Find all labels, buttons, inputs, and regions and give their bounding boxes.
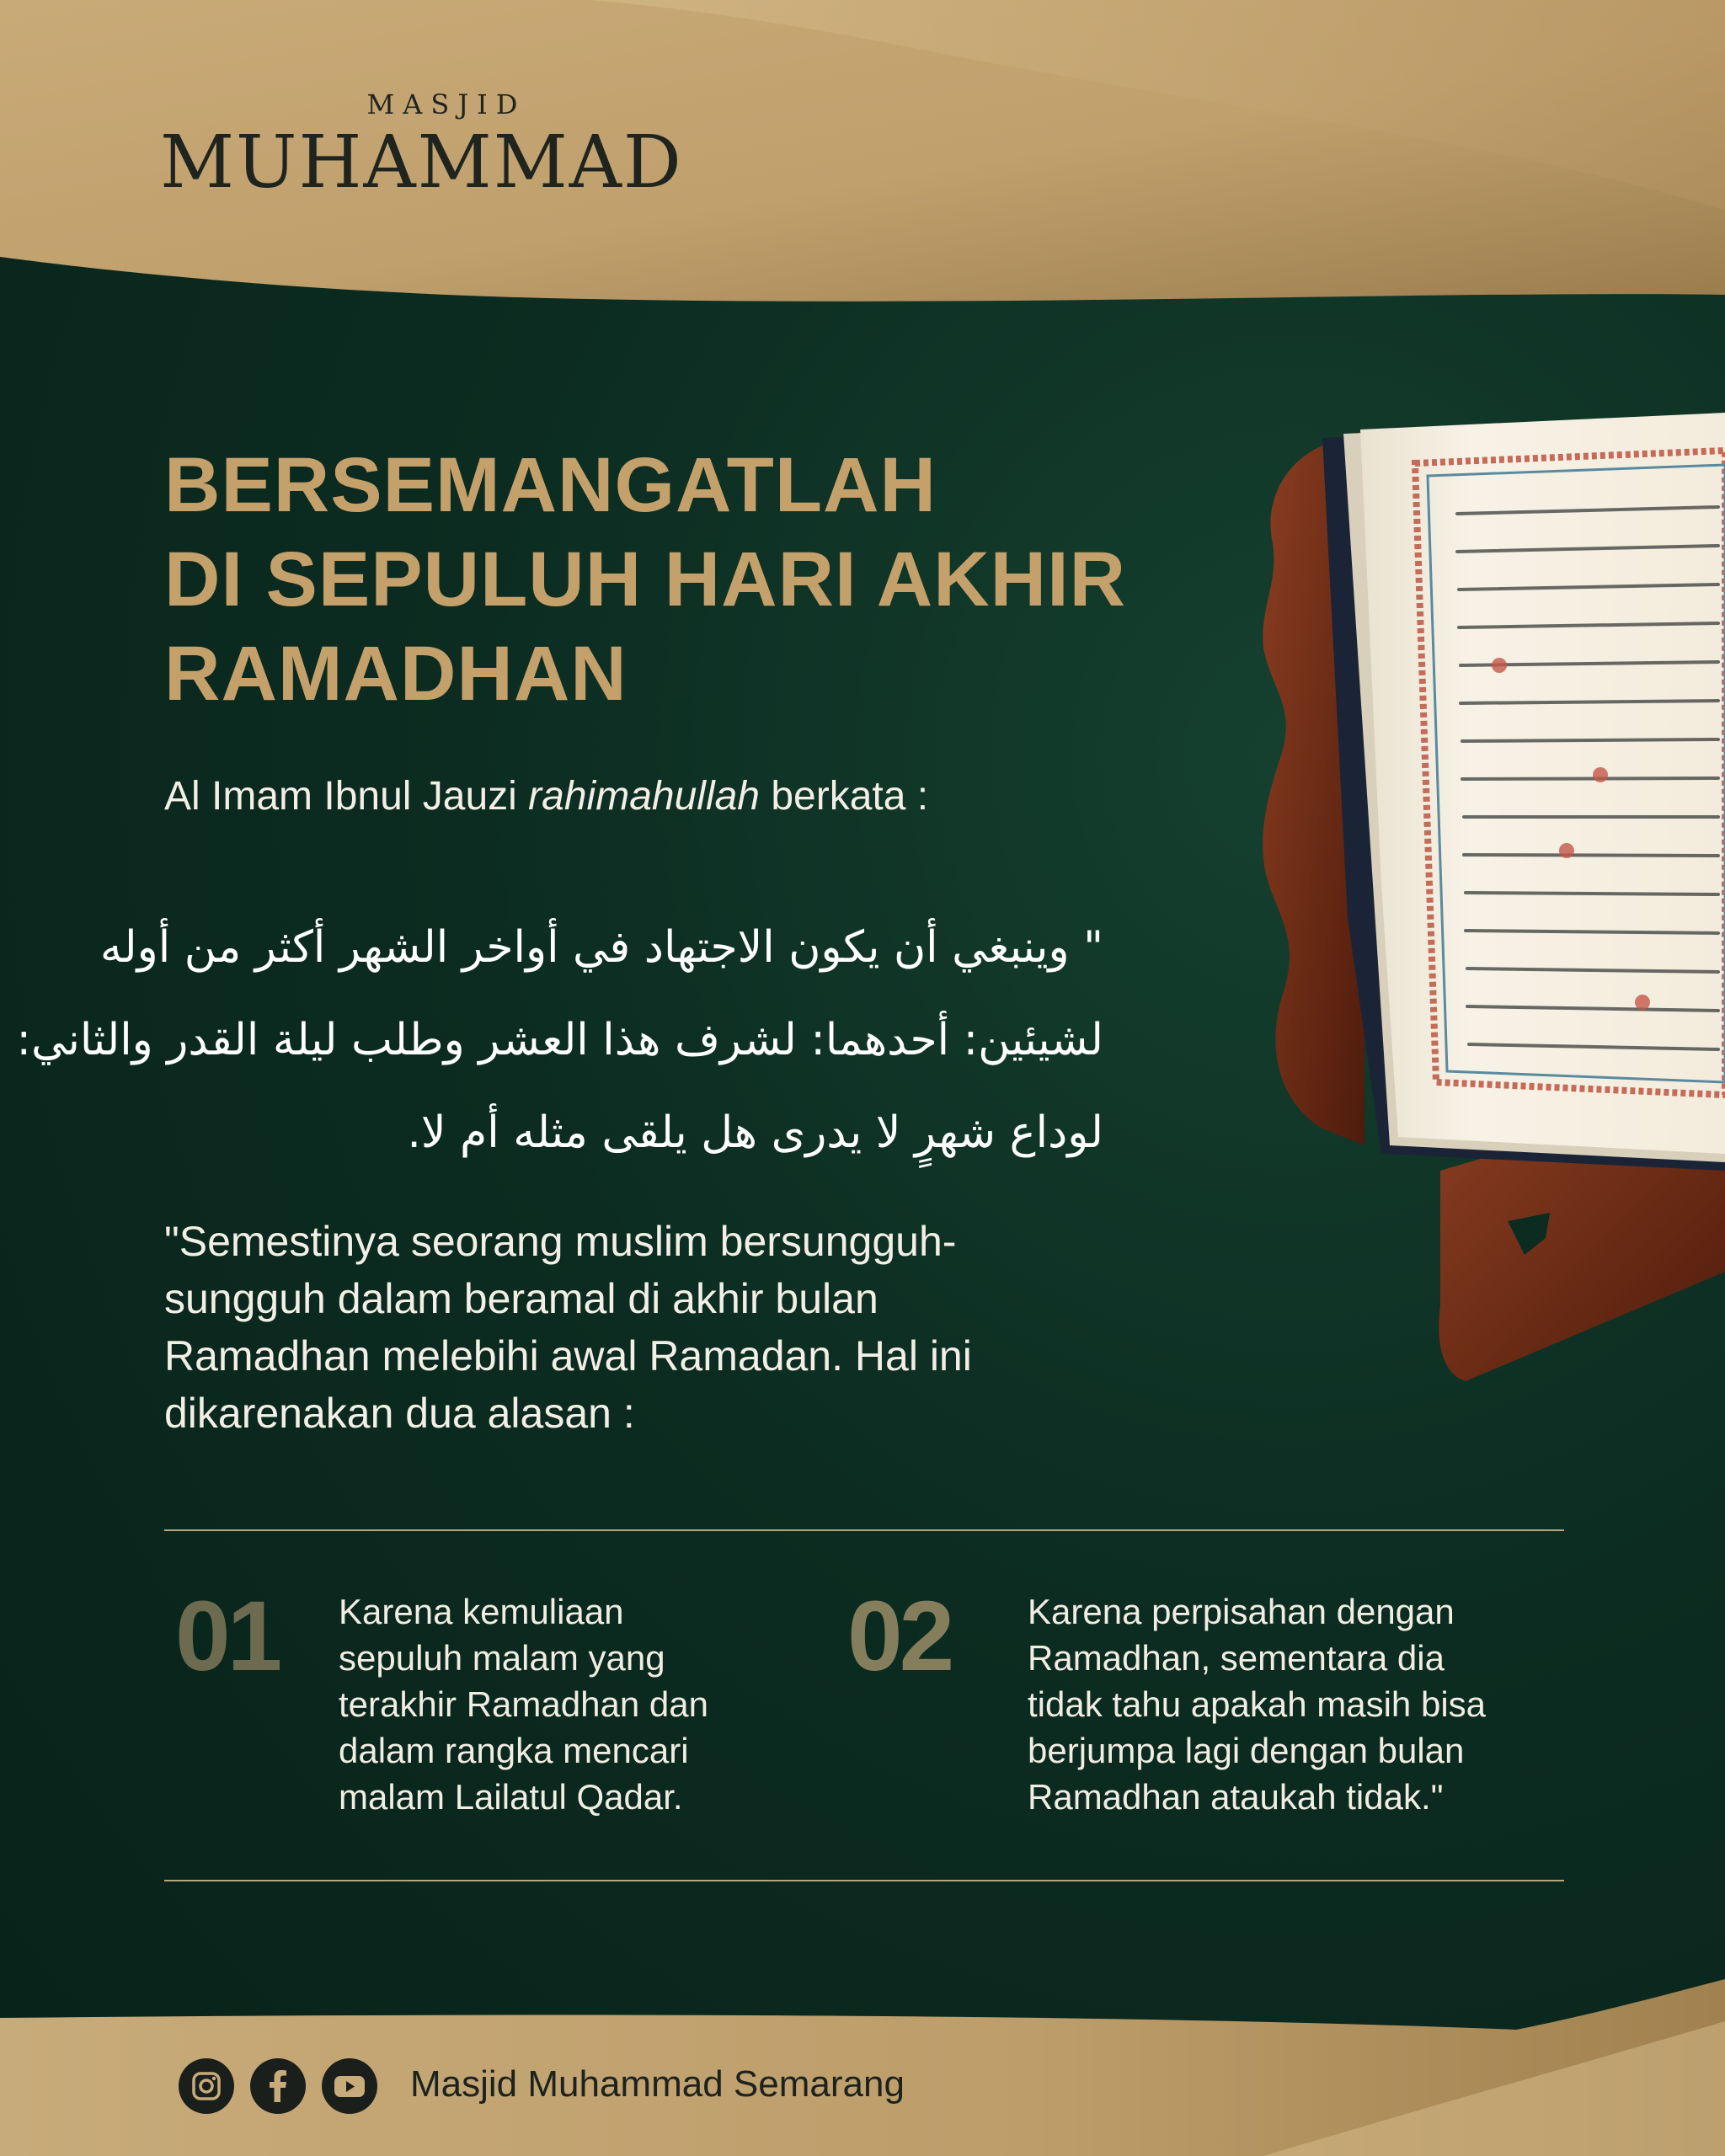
intro-after: berkata : <box>760 774 929 819</box>
point-line: malam Lailatul Qadar. <box>339 1777 683 1817</box>
point-line: sepuluh malam yang <box>339 1638 665 1678</box>
intro-italic: rahimahullah <box>528 774 760 819</box>
masjid-muhammad-logo <box>160 88 699 223</box>
translation-text <box>164 1213 1091 1442</box>
point-line: Ramadhan, sementara dia <box>1028 1638 1445 1678</box>
logo-small-text: MASJID <box>366 88 526 120</box>
youtube-icon[interactable] <box>322 2058 377 2114</box>
point-line: Ramadhan ataukah tidak." <box>1028 1777 1444 1817</box>
point-number: 01 <box>175 1581 280 1692</box>
translation-line-4: dikarenakan dua alasan : <box>164 1390 635 1437</box>
title-line-2: DI SEPULUH HARI AKHIR <box>164 536 1127 622</box>
arabic-line-3: لوداع شهرٍ لا يدرى هل يلقى مثله أم لا. <box>407 1107 1103 1158</box>
point-line: berjumpa lagi dengan bulan <box>1028 1731 1465 1770</box>
point-number: 02 <box>847 1581 952 1692</box>
point-line: tidak tahu apakah masih bisa <box>1028 1684 1487 1724</box>
quran-on-stand-image <box>1247 413 1725 1381</box>
point-line: dalam rangka mencari <box>339 1731 689 1770</box>
divider-bottom <box>164 1880 1564 1881</box>
arabic-line-2: لشيئين: أحدهما: لشرف هذا العشر وطلب ليلة القدر والثاني: <box>16 1015 1103 1065</box>
arabic-line-1: " وينبغي أن يكون الاجتهاد في أواخر الشهر أكثر من أوله <box>99 922 1103 973</box>
facebook-icon[interactable] <box>250 2058 306 2114</box>
point-text <box>339 1588 810 1820</box>
page-title <box>164 438 1175 721</box>
intro-text <box>164 773 1175 819</box>
point-line: Karena perpisahan dengan <box>1028 1592 1455 1631</box>
intro-before: Al Imam Ibnul Jauzi <box>164 774 529 819</box>
social-account-name: Masjid Muhammad Semarang <box>410 2063 905 2105</box>
translation-line-3: Ramadhan melebihi awal Ramadan. Hal ini <box>164 1332 972 1380</box>
title-line-3: RAMADHAN <box>164 631 628 717</box>
translation-line-1: "Semestinya seorang muslim bersungguh- <box>164 1218 957 1265</box>
arabic-quote <box>16 901 1103 1179</box>
translation-line-2: sungguh dalam beramal di akhir bulan <box>164 1275 879 1322</box>
title-line-1: BERSEMANGATLAH <box>164 442 937 528</box>
point-line: Karena kemuliaan <box>339 1592 624 1631</box>
point-line: terakhir Ramadhan dan <box>339 1684 708 1724</box>
instagram-icon[interactable] <box>179 2058 234 2114</box>
point-text <box>1028 1588 1567 1820</box>
divider-top <box>164 1529 1564 1531</box>
logo-big-text: MUHAMMAD <box>160 120 683 205</box>
